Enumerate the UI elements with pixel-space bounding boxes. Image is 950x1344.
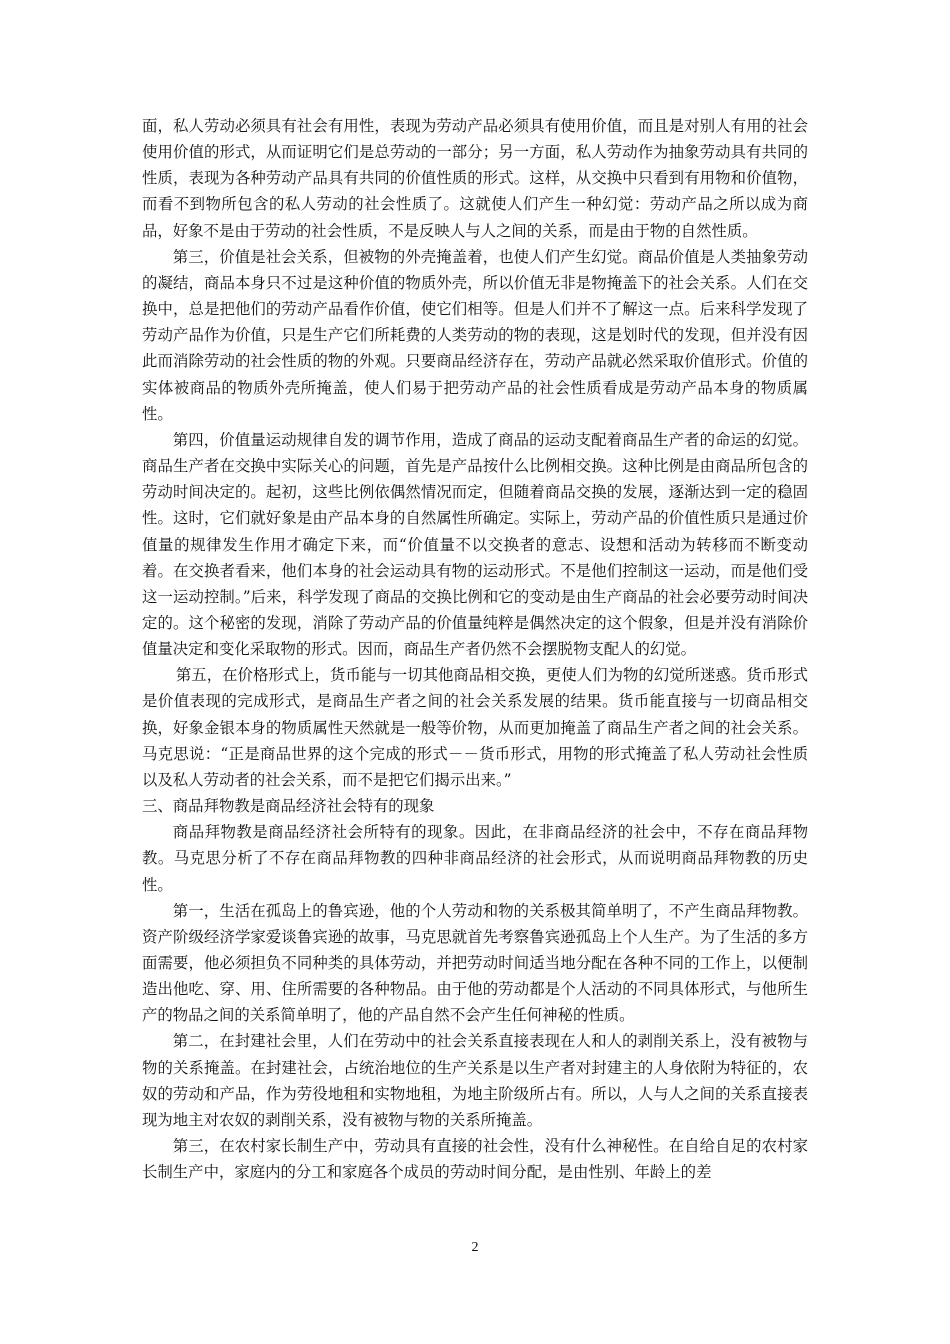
paragraph-fourth-value-law: 第四，价值量运动规律自发的调节作用，造成了商品的运动支配着商品生产者的命运的幻觉。商品生产者在交换中实际关心的问题，首先是产品按什么比例相交换。这种比例是由商品所包含的劳动时间决定的。起初，这些比例依偶然情况而定，但随着商品交换的发展，逐渐达到一定的稳固性。这时，它们就好象是由产品本身的自然属性所确定。实际上，劳动产品的价值性质只是通过价值量的规律发生作用才确定下来，而“价值量不以交换者的意志、设想和活动为转移而不断变动着。在交换者看来，他们本身的社会运动具有物的运动形式。不是他们控制这一运动，而是他们受这一运动控制。”后来，科学发现了商品的交换比例和它的变动是由生产商品的社会必要劳动时间决定的。这个秘密的发现，消除了劳动产品的价值量纯粹是偶然决定的这个假象，但是并没有消除价值量决定和变化采取物的形式。因而，商品生产者仍然不会摆脱物支配人的幻觉。 <box>142 430 808 659</box>
paragraph-third-patriarchal: 第三，在农村家长制生产中，劳动具有直接的社会性，没有什么神秘性。在自给自足的农村家长制生产中，家庭内的分工和家庭各个成员的劳动时间分配，是由性别、年龄上的差 <box>142 1137 808 1182</box>
paragraph-fetishism-intro: 商品拜物教是商品经济社会所特有的现象。因此，在非商品经济的社会中，不存在商品拜物教。马克思分析了不存在商品拜物教的四种非商品经济的社会形式，从而说明商品拜物教的历史性。 <box>142 823 808 894</box>
section-heading: 三、商品拜物教是商品经济社会特有的现象 <box>142 797 435 816</box>
paragraph-fifth-price-form: 第五，在价格形式上，货币能与一切其他商品相交换，更使人们为物的幻觉所迷惑。货币形式是价值表现的完成形式，是商品生产者之间的社会关系发展的结果。货币能直接与一切商品相交换，好象金银本身的物质属性天然就是一般等价物，从而更加掩盖了商品生产者之间的社会关系。马克思说：“正是商品世界的这个完成的形式－－货币形式，用物的形式掩盖了私人劳动社会性质以及私人劳动者的社会关系，而不是把它们揭示出来。” <box>142 666 808 789</box>
body-text <box>142 113 808 1185</box>
page-number: 2 <box>471 1240 479 1255</box>
paragraph-continuation: 面，私人劳动必须具有社会有用性，表现为劳动产品必须具有使用价值，而且是对别人有用的社会使用价值的形式，从而证明它们是总劳动的一部分；另一方面，私人劳动作为抽象劳动具有共同的性质，表现为各种劳动产品具有共同的价值性质的形式。这样，从交换中只看到有用物和价值物，而看不到物所包含的私人劳动的社会性质了。这就使人们产生一种幻觉：劳动产品之所以成为商品，好象不是由于劳动的社会性质，不是反映人与人之间的关系，而是由于物的自然性质。 <box>142 117 808 240</box>
paragraph-first-robinson: 第一，生活在孤岛上的鲁宾逊，他的个人劳动和物的关系极其简单明了，不产生商品拜物教。资产阶级经济学家爱谈鲁宾逊的故事，马克思就首先考察鲁宾逊孤岛上个人生产。为了生活的多方面需要，他必须担负不同种类的具体劳动，并把劳动时间适当地分配在各种不同的工作上，以便制造出他吃、穿、用、住所需要的各种物品。由于他的劳动都是个人活动的不同具体形式，与他所生产的物品之间的关系简单明了，他的产品自然不会产生任何神秘的性质。 <box>142 901 808 1025</box>
paragraph-second-feudal: 第二，在封建社会里，人们在劳动中的社会关系直接表现在人和人的剥削关系上，没有被物与物的关系掩盖。在封建社会，占统治地位的生产关系是以生产者对封建主的人身依附为特征的，农奴的劳动和产品，作为劳役地租和实物地租，为地主阶级所占有。所以，人与人之间的关系直接表现为地主对农奴的剥削关系，没有被物与物的关系所掩盖。 <box>142 1032 808 1129</box>
paragraph-third-value: 第三，价值是社会关系，但被物的外壳掩盖着，也使人们产生幻觉。商品价值是人类抽象劳动的凝结，商品本身只不过是这种价值的物质外壳，所以价值无非是物掩盖下的社会关系。人们在交换中，总是把他们的劳动产品看作价值，使它们相等。但是人们并不了解这一点。后来科学发现了劳动产品作为价值，只是生产它们所耗费的人类劳动的物的表现，这是划时代的发现，但并没有因此而消除劳动的社会性质的物的外观。只要商品经济存在，劳动产品就必然采取价值形式。价值的实体被商品的物质外壳所掩盖，使人们易于把劳动产品的社会性质看成是劳动产品本身的物质属性。 <box>142 247 808 423</box>
